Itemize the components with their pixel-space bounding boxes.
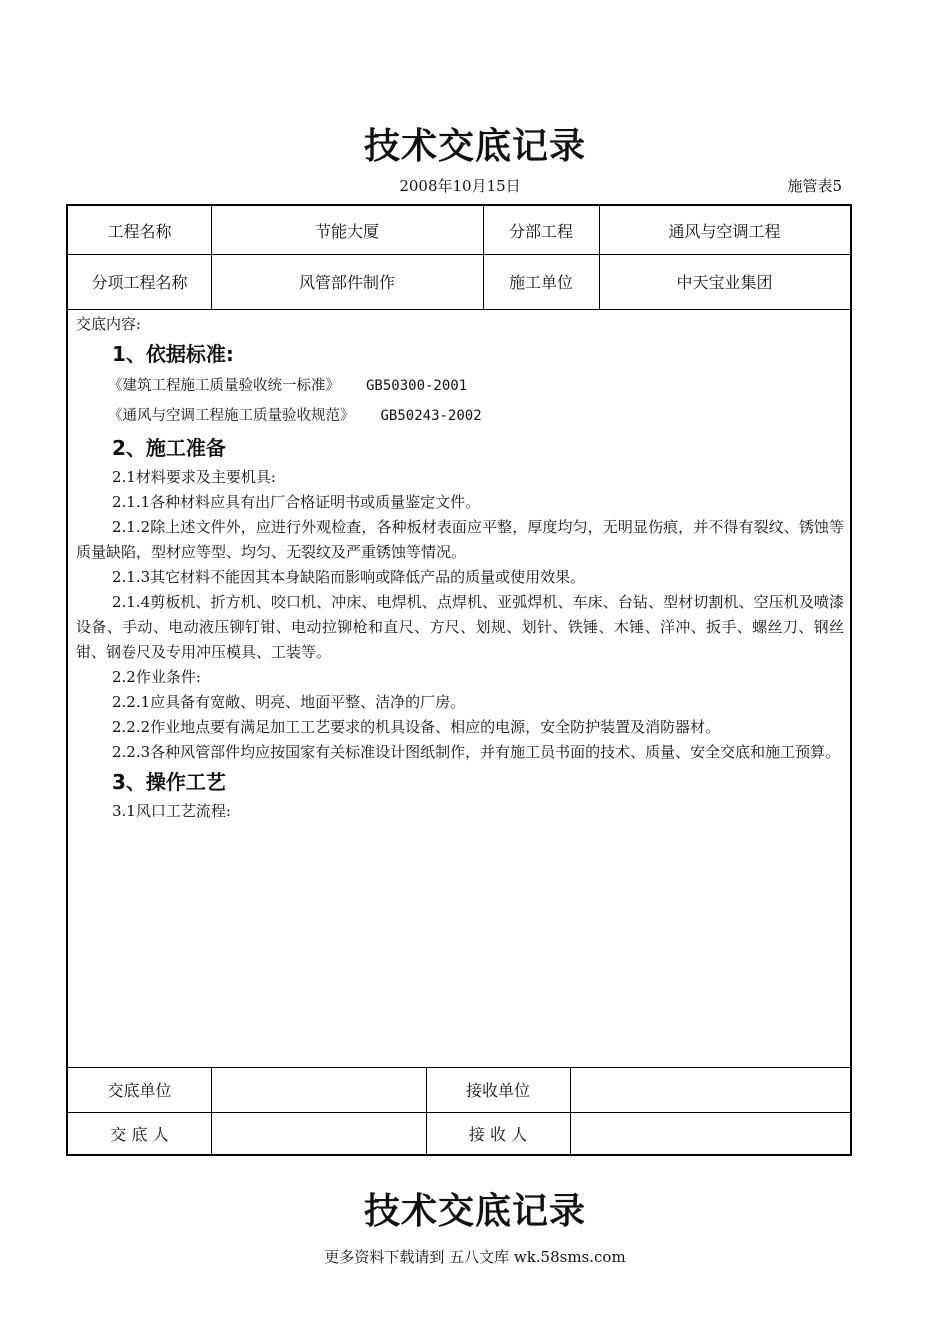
briefing-content xyxy=(76,312,844,824)
content-paragraph: 2.2作业条件: xyxy=(112,668,201,686)
briefing-unit-field[interactable] xyxy=(211,1067,426,1112)
section-heading-process: 3、操作工艺 xyxy=(112,770,226,794)
project-name-value: 节能大厦 xyxy=(314,221,379,241)
standard-item xyxy=(76,401,844,431)
standard-code: GB50300-2001 xyxy=(366,378,468,394)
next-page-title: 技术交底记录 xyxy=(363,1191,586,1232)
download-note: 更多资料下载请到 五八文库 wk.58sms.com xyxy=(324,1248,626,1266)
section-heading-preparation: 2、施工准备 xyxy=(112,436,226,460)
standard-name: 《通风与空调工程施工质量验收规范》 xyxy=(108,408,355,424)
construction-unit-label: 施工单位 xyxy=(508,273,573,292)
briefing-unit-label: 交底单位 xyxy=(107,1081,172,1100)
section-heading-standards: 1、依据标准: xyxy=(112,342,234,366)
content-paragraph: 2.2.2作业地点要有满足加工工艺要求的机具设备、相应的电源，安全防护装置及消防器材。 xyxy=(112,718,721,736)
briefer-label: 交 底 人 xyxy=(110,1124,169,1144)
content-paragraph: 2.2.1应具备有宽敞、明亮、地面平整、洁净的厂房。 xyxy=(112,693,466,711)
project-name-label: 工程名称 xyxy=(107,221,172,241)
construction-unit-value: 中天宝业集团 xyxy=(676,273,773,292)
form-code: 施管表5 xyxy=(787,177,842,195)
subitem-name-label: 分项工程名称 xyxy=(91,273,188,292)
content-label: 交底内容: xyxy=(76,315,142,333)
document-title: 技术交底记录 xyxy=(363,126,586,167)
content-paragraph: 2.1.4剪板机、折方机、咬口机、冲床、电焊机、点焊机、亚弧焊机、车床、台钻、型材切割机、空压机及喷漆设备、手动、电动液压铆钉钳、电动拉铆枪和直尺、方尺、划规、划针、铁锤、木锤、洋冲、扳手、螺丝刀、钢丝钳、钢卷尺及专用冲压模具、工装等。 xyxy=(76,593,844,661)
standard-name: 《建筑工程施工质量验收统一标准》 xyxy=(108,378,340,394)
document-date: 2008年10月15日 xyxy=(399,177,521,195)
content-paragraph: 2.2.3各种风管部件均应按国家有关标准设计图纸制作，并有施工员书面的技术、质量、安全交底和施工预算。 xyxy=(112,743,841,761)
subitem-name-value: 风管部件制作 xyxy=(298,273,395,292)
receiver-label: 接 收 人 xyxy=(468,1124,528,1144)
content-paragraph: 2.1.3其它材料不能因其本身缺陷而影响或降低产品的质量或使用效果。 xyxy=(112,568,586,586)
content-paragraph: 2.1.1各种材料应具有出厂合格证明书或质量鉴定文件。 xyxy=(112,493,481,511)
division-value: 通风与空调工程 xyxy=(668,221,781,241)
receiving-unit-label: 接收单位 xyxy=(465,1081,530,1100)
content-paragraph: 3.1风口工艺流程: xyxy=(112,802,231,820)
briefer-field[interactable] xyxy=(211,1112,426,1154)
receiving-unit-field[interactable] xyxy=(570,1067,850,1112)
content-paragraph: 2.1材料要求及主要机具: xyxy=(112,468,276,486)
standard-code: GB50243-2002 xyxy=(380,408,482,424)
division-label: 分部工程 xyxy=(508,221,573,241)
receiver-field[interactable] xyxy=(570,1112,850,1154)
content-paragraph: 2.1.2除上述文件外，应进行外观检查，各种板材表面应平整，厚度均匀，无明显伤痕，并不得有裂纹、锈蚀等质量缺陷，型材应等型、均匀、无裂纹及严重锈蚀等情况。 xyxy=(76,518,844,561)
standard-item xyxy=(76,371,844,401)
record-form xyxy=(66,204,852,1156)
row-divider xyxy=(68,309,850,310)
